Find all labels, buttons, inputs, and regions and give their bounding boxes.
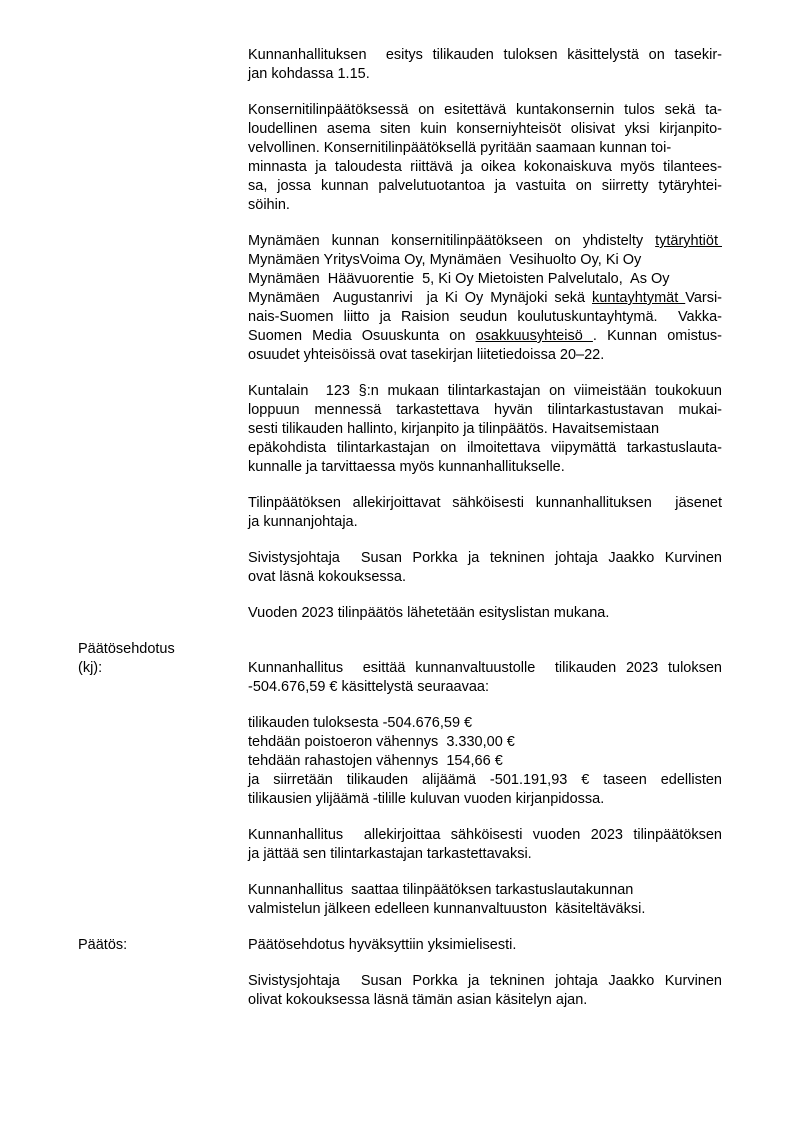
text-line (248, 251, 722, 270)
text-segment: Sivistysjohtaja Susan Porkka ja tekninen johtaja Jaakko Kurvinen (248, 973, 722, 989)
text-line (248, 401, 722, 420)
para-yhdistellyt-yhteisot (78, 232, 794, 365)
para-tuloksen-kasittely (78, 46, 794, 84)
text-segment: Tilinpäätöksen allekirjoittavat sähköisesti kunnanhallituksen jäsenet (248, 495, 722, 511)
text-line (248, 232, 722, 251)
text-segment: velvollinen. Konsernitilinpäätöksellä pyritään saamaan kunnan toi- (248, 140, 672, 156)
text-segment: valmistelun jälkeen edelleen kunnanvaltuuston käsiteltäväksi. (248, 901, 646, 917)
text-segment: ovat läsnä kokouksessa. (248, 569, 406, 585)
paragraph-body (248, 826, 722, 864)
text-segment: Kunnanhallituksen esitys tilikauden tuloksen käsittelystä on tasekir- (248, 47, 722, 63)
para-konsernitilinpaatos (78, 101, 794, 215)
text-line (248, 900, 722, 919)
text-line (248, 46, 722, 65)
text-line (248, 101, 722, 120)
text-line (248, 936, 722, 955)
para-sahkoinen-allekirjoitus (78, 826, 794, 864)
text-line (248, 513, 722, 532)
text-segment: Kuntalain 123 §:n mukaan tilintarkastajan on viimeistään toukokuun (248, 383, 722, 399)
text-line (248, 65, 722, 84)
paragraph-body (248, 549, 722, 587)
text-segment: tehdään poistoeron vähennys 3.330,00 € (248, 734, 515, 750)
underlined-term: osakkuusyhteisö (475, 328, 593, 344)
paragraph-body (248, 714, 722, 809)
text-segment: Mynämäen YritysVoima Oy, Mynämäen Vesihuolto Oy, Ki Oy (248, 252, 642, 268)
para-tuloksen-kirjaukset (78, 714, 794, 809)
text-line (248, 604, 722, 623)
paragraph-body (248, 936, 722, 955)
text-line (248, 458, 722, 477)
underlined-term: tytäryhtiöt (655, 233, 722, 249)
margin-label: Päätös: (78, 937, 128, 953)
paragraph-body (248, 232, 722, 365)
margin-label: (kj): (78, 660, 103, 676)
text-segment: sesti tilikauden hallinto, kirjanpito ja tilinpäätös. Havaitsemistaan (248, 421, 660, 437)
text-line (248, 327, 722, 346)
para-valtuustoon (78, 881, 794, 919)
text-line (248, 177, 722, 196)
para-lasnaolijat (78, 549, 794, 587)
text-line (248, 733, 722, 752)
text-segment: Kunnanhallitus esittää kunnanvaltuustolle tilikauden 2023 tuloksen (248, 660, 722, 676)
text-line (248, 678, 722, 697)
para-paatosehdotus (78, 659, 794, 697)
text-line (248, 790, 722, 809)
text-segment: söihin. (248, 197, 290, 213)
text-line (248, 845, 722, 864)
text-line (248, 420, 722, 439)
text-segment: Kunnanhallitus allekirjoittaa sähköisesti vuoden 2023 tilinpäätöksen (248, 827, 722, 843)
paragraph-body (248, 659, 722, 697)
para-kuntalaki-123 (78, 382, 794, 477)
text-segment: Kunnanhallitus saattaa tilinpäätöksen tarkastuslautakunnan (248, 882, 634, 898)
text-segment: olivat kokouksessa läsnä tämän asian käsitelyn ajan. (248, 992, 588, 1008)
text-segment: Konsernitilinpäätöksessä on esitettävä kuntakonsernin tulos sekä ta- (248, 102, 722, 118)
paragraph-body (248, 972, 722, 1010)
text-segment: Vuoden 2023 tilinpäätös lähetetään esityslistan mukana. (248, 605, 610, 621)
text-segment: Mynämäen Häävuorentie 5, Ki Oy Mietoisten Palvelutalo, As Oy (248, 271, 670, 287)
text-segment: osuudet yhteisöissä ovat tasekirjan liitetiedoissa 20–22. (248, 347, 605, 363)
text-segment: -504.676,59 € käsittelystä seuraavaa: (248, 679, 490, 695)
text-line (248, 196, 722, 215)
paragraph-body (248, 382, 722, 477)
text-line (248, 659, 722, 678)
text-line (248, 120, 722, 139)
para-allekirjoitus (78, 494, 794, 532)
text-segment: kunnalle ja tarvittaessa myös kunnanhallitukselle. (248, 459, 565, 475)
text-segment: ja siirretään tilikauden alijäämä -501.191,93 € taseen edellisten (248, 772, 722, 788)
text-line (248, 308, 722, 327)
text-line (248, 881, 722, 900)
text-line (248, 826, 722, 845)
text-line (248, 568, 722, 587)
text-segment: tilikausien ylijäämä -tilille kuluvan vuoden kirjanpidossa. (248, 791, 605, 807)
text-line (248, 289, 722, 308)
text-segment: minnasta ja taloudesta riittävä ja oikea kokonaiskuva myös tilantees- (248, 159, 722, 175)
text-line (248, 158, 722, 177)
text-line (248, 549, 722, 568)
text-segment: Mynämäen kunnan konsernitilinpäätökseen on yhdistelty (248, 233, 656, 249)
text-segment: sa, jossa kunnan palvelutuotantoa ja vastuita on siirretty tytäryhtei- (248, 178, 722, 194)
para-liite (78, 604, 794, 623)
paragraph-body (248, 881, 722, 919)
text-segment: loppuun mennessä tarkastettava hyvän tilintarkastustavan mukai- (248, 402, 722, 418)
text-segment: ja kunnanjohtaja. (248, 514, 358, 530)
text-line (248, 494, 722, 513)
text-line (248, 270, 722, 289)
text-segment: loudellinen asema siten kuin konserniyhteisöt olisivat yksi kirjanpito- (248, 121, 722, 137)
paragraph-body (248, 101, 722, 215)
text-segment: epäkohdista tilintarkastajan on ilmoitettava viipymättä tarkastuslauta- (248, 440, 722, 456)
text-segment: Sivistysjohtaja Susan Porkka ja tekninen johtaja Jaakko Kurvinen (248, 550, 722, 566)
paragraph-body (248, 604, 722, 623)
text-segment: Mynämäen Augustanrivi ja Ki Oy Mynäjoki sekä (248, 290, 592, 306)
text-segment: nais-Suomen liitto ja Raision seudun koulutuskuntayhtymä. Vakka- (248, 309, 722, 325)
text-segment: Varsi- (685, 290, 723, 306)
text-segment: ja jättää sen tilintarkastajan tarkastettavaksi. (248, 846, 532, 862)
text-segment: tehdään rahastojen vähennys 154,66 € (248, 753, 503, 769)
text-line (248, 346, 722, 365)
text-line (248, 991, 722, 1010)
label-paatosehdotus (78, 640, 794, 659)
text-line (248, 714, 722, 733)
para-lasnaolo-paatos (78, 972, 794, 1010)
text-line (248, 139, 722, 158)
text-line (248, 972, 722, 991)
text-segment: . Kunnan omistus- (592, 328, 722, 344)
paragraph-body (248, 46, 722, 84)
text-line (248, 439, 722, 458)
text-segment: Suomen Media Osuuskunta on (248, 328, 476, 344)
para-paatos (78, 936, 794, 955)
text-segment: jan kohdassa 1.15. (248, 66, 370, 82)
text-line (248, 771, 722, 790)
text-line (248, 752, 722, 771)
text-line (248, 382, 722, 401)
underlined-term: kuntayhtymät (592, 290, 686, 306)
text-segment: Päätösehdotus hyväksyttiin yksimielisesti. (248, 937, 517, 953)
text-segment: tilikauden tuloksesta -504.676,59 € (248, 715, 473, 731)
margin-label: Päätösehdotus (78, 641, 175, 657)
paragraph-body (248, 494, 722, 532)
